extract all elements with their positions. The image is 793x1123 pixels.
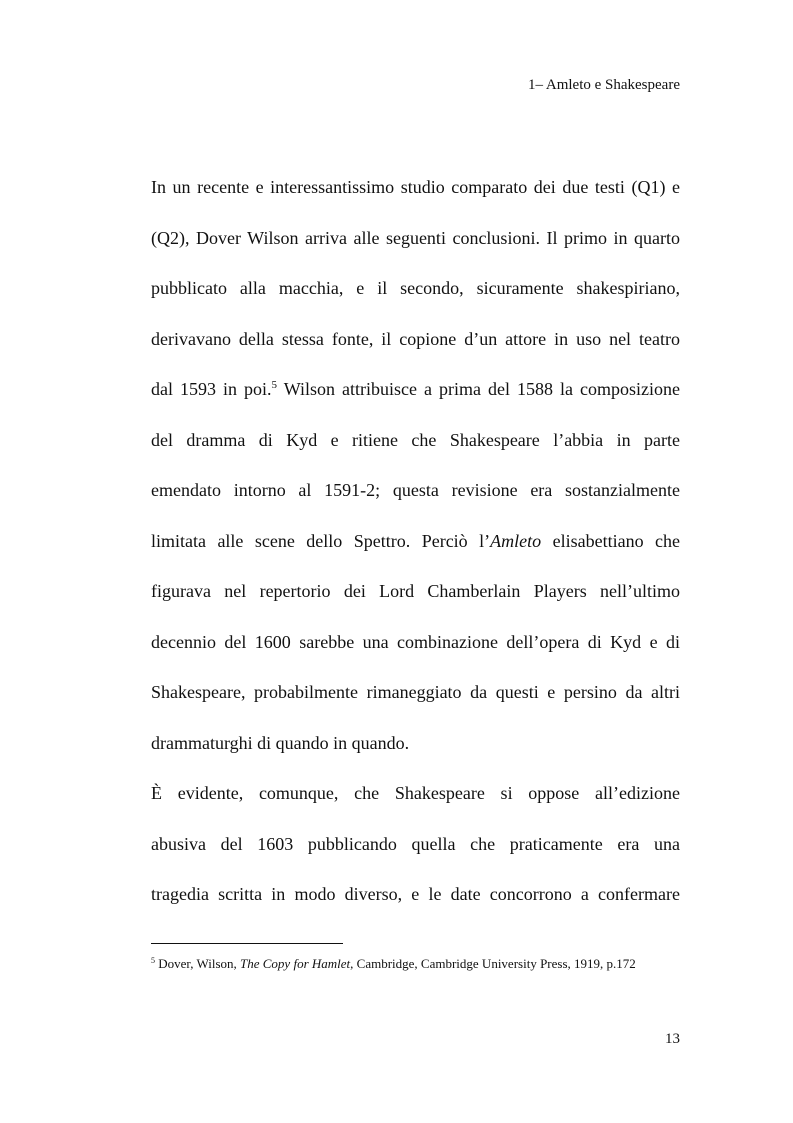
- body-line-5-end: Wilson attribuisce a prima del 1588 la composizione: [277, 379, 680, 399]
- body-line-1: In un recente e interessantissimo studio comparato dei due testi (Q1) e: [151, 177, 680, 197]
- footnote-number: 5: [151, 956, 155, 965]
- page-number: 13: [665, 1031, 680, 1047]
- body-line-8-end: elisabettiano che: [541, 531, 680, 551]
- body-line-8-start: limitata alle scene dello Spettro. Perciò l’: [151, 531, 491, 551]
- body-line-13: È evidente, comunque, che Shakespeare si oppose all’edizione: [151, 783, 680, 803]
- body-line-2: (Q2), Dover Wilson arriva alle seguenti conclusioni. Il primo in quarto: [151, 228, 680, 248]
- footnote-ref-5: 5: [271, 379, 278, 391]
- body-line-8: [151, 530, 680, 552]
- body-line-12: drammaturghi di quando in quando.: [151, 733, 410, 753]
- body-line-4: derivavano della stessa fonte, il copione d’un attore in uso nel teatro: [151, 329, 680, 349]
- footnote: [151, 956, 636, 972]
- footnote-separator: [151, 943, 343, 944]
- italic-title-amleto: Amleto: [490, 531, 542, 551]
- body-line-7: emendato intorno al 1591-2; questa revisione era sostanzialmente: [151, 480, 680, 500]
- running-header: 1– Amleto e Shakespeare: [527, 77, 680, 93]
- body-line-10: decennio del 1600 sarebbe una combinazione dell’opera di Kyd e di: [151, 632, 680, 652]
- body-line-3: pubblicato alla macchia, e il secondo, sicuramente shakespiriano,: [151, 278, 680, 298]
- body-line-15: tragedia scritta in modo diverso, e le date concorrono a confermare: [151, 884, 680, 904]
- footnote-text-start: Dover, Wilson,: [155, 956, 241, 971]
- body-line-11: Shakespeare, probabilmente rimaneggiato da questi e persino da altri: [151, 682, 680, 702]
- footnote-text-end: , Cambridge, Cambridge University Press, 1919, p.172: [350, 956, 636, 971]
- body-line-5-start: dal 1593 in poi.: [151, 379, 272, 399]
- body-line-5: [151, 378, 680, 400]
- footnote-title: The Copy for Hamlet: [240, 956, 351, 971]
- body-line-6: del dramma di Kyd e ritiene che Shakespeare l’abbia in parte: [151, 430, 680, 450]
- body-line-9: figurava nel repertorio dei Lord Chamberlain Players nell’ultimo: [151, 581, 680, 601]
- body-line-14: abusiva del 1603 pubblicando quella che praticamente era una: [151, 834, 680, 854]
